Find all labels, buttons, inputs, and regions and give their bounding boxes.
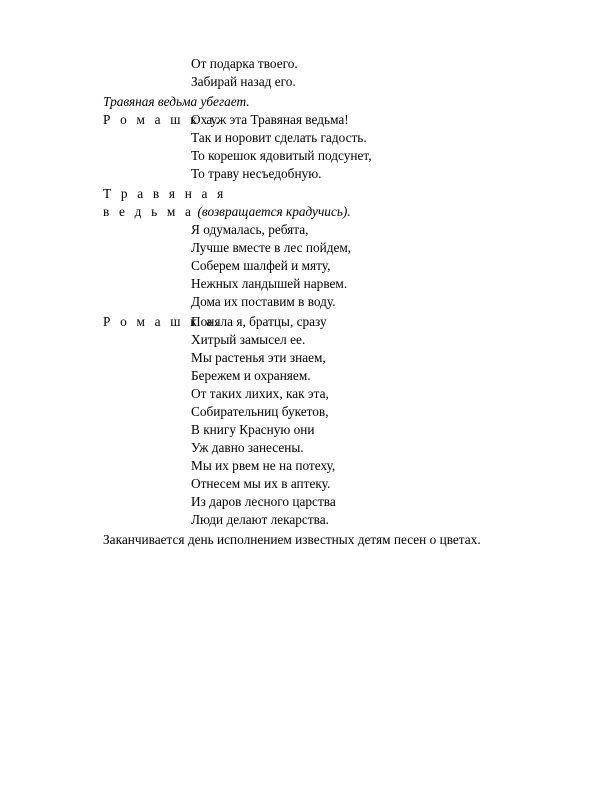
- speaker-romashka: Р о м а ш к а.: [103, 112, 223, 127]
- verse-line: От таких лихих, как эта,: [191, 386, 329, 401]
- speaker-witch: в е д ь м а: [103, 204, 195, 219]
- speaker-romashka: Р о м а ш к а.: [103, 314, 223, 329]
- speaker-witch-line2: [103, 203, 351, 220]
- verse-line: Из даров лесного царства: [191, 494, 336, 509]
- verse-line: От подарка твоего.: [191, 56, 298, 71]
- verse-line: Нежных ландышей нарвем.: [191, 276, 348, 291]
- verse-line: Так и норовит сделать гадость.: [191, 130, 367, 145]
- verse-line: Ох уж эта Травяная ведьма!: [191, 112, 349, 127]
- verse-line: Люди делают лекарства.: [191, 512, 329, 527]
- verse-line: Мы растенья эти знаем,: [191, 350, 326, 365]
- verse-line: Поняла я, братцы, сразу: [191, 314, 327, 329]
- verse-line: Забирай назад его.: [191, 74, 296, 89]
- closing-paragraph: Заканчивается день исполнением известных детям песен о цветах.: [103, 532, 481, 547]
- verse-line: Отнесем мы их в аптеку.: [191, 476, 331, 491]
- verse-line: Собирательниц букетов,: [191, 404, 329, 419]
- stage-direction: Травяная ведьма убегает.: [103, 94, 250, 109]
- verse-line: Дома их поставим в воду.: [191, 294, 336, 309]
- verse-line: Я одумалась, ребята,: [191, 222, 309, 237]
- verse-line: В книгу Красную они: [191, 422, 315, 437]
- verse-line: Уж давно занесены.: [191, 440, 304, 455]
- verse-line: Хитрый замысел ее.: [191, 332, 306, 347]
- verse-line: То корешок ядовитый подсунет,: [191, 148, 372, 163]
- speaker-witch-line1: Т р а в я н а я: [103, 186, 227, 201]
- stage-direction: (возвращается крадучись).: [197, 204, 351, 219]
- verse-line: Соберем шалфей и мяту,: [191, 258, 331, 273]
- verse-line: Бережем и охраняем.: [191, 368, 311, 383]
- verse-line: То траву несъедобную.: [191, 166, 322, 181]
- verse-line: Лучше вместе в лес пойдем,: [191, 240, 352, 255]
- verse-line: Мы их рвем не на потеху,: [191, 458, 336, 473]
